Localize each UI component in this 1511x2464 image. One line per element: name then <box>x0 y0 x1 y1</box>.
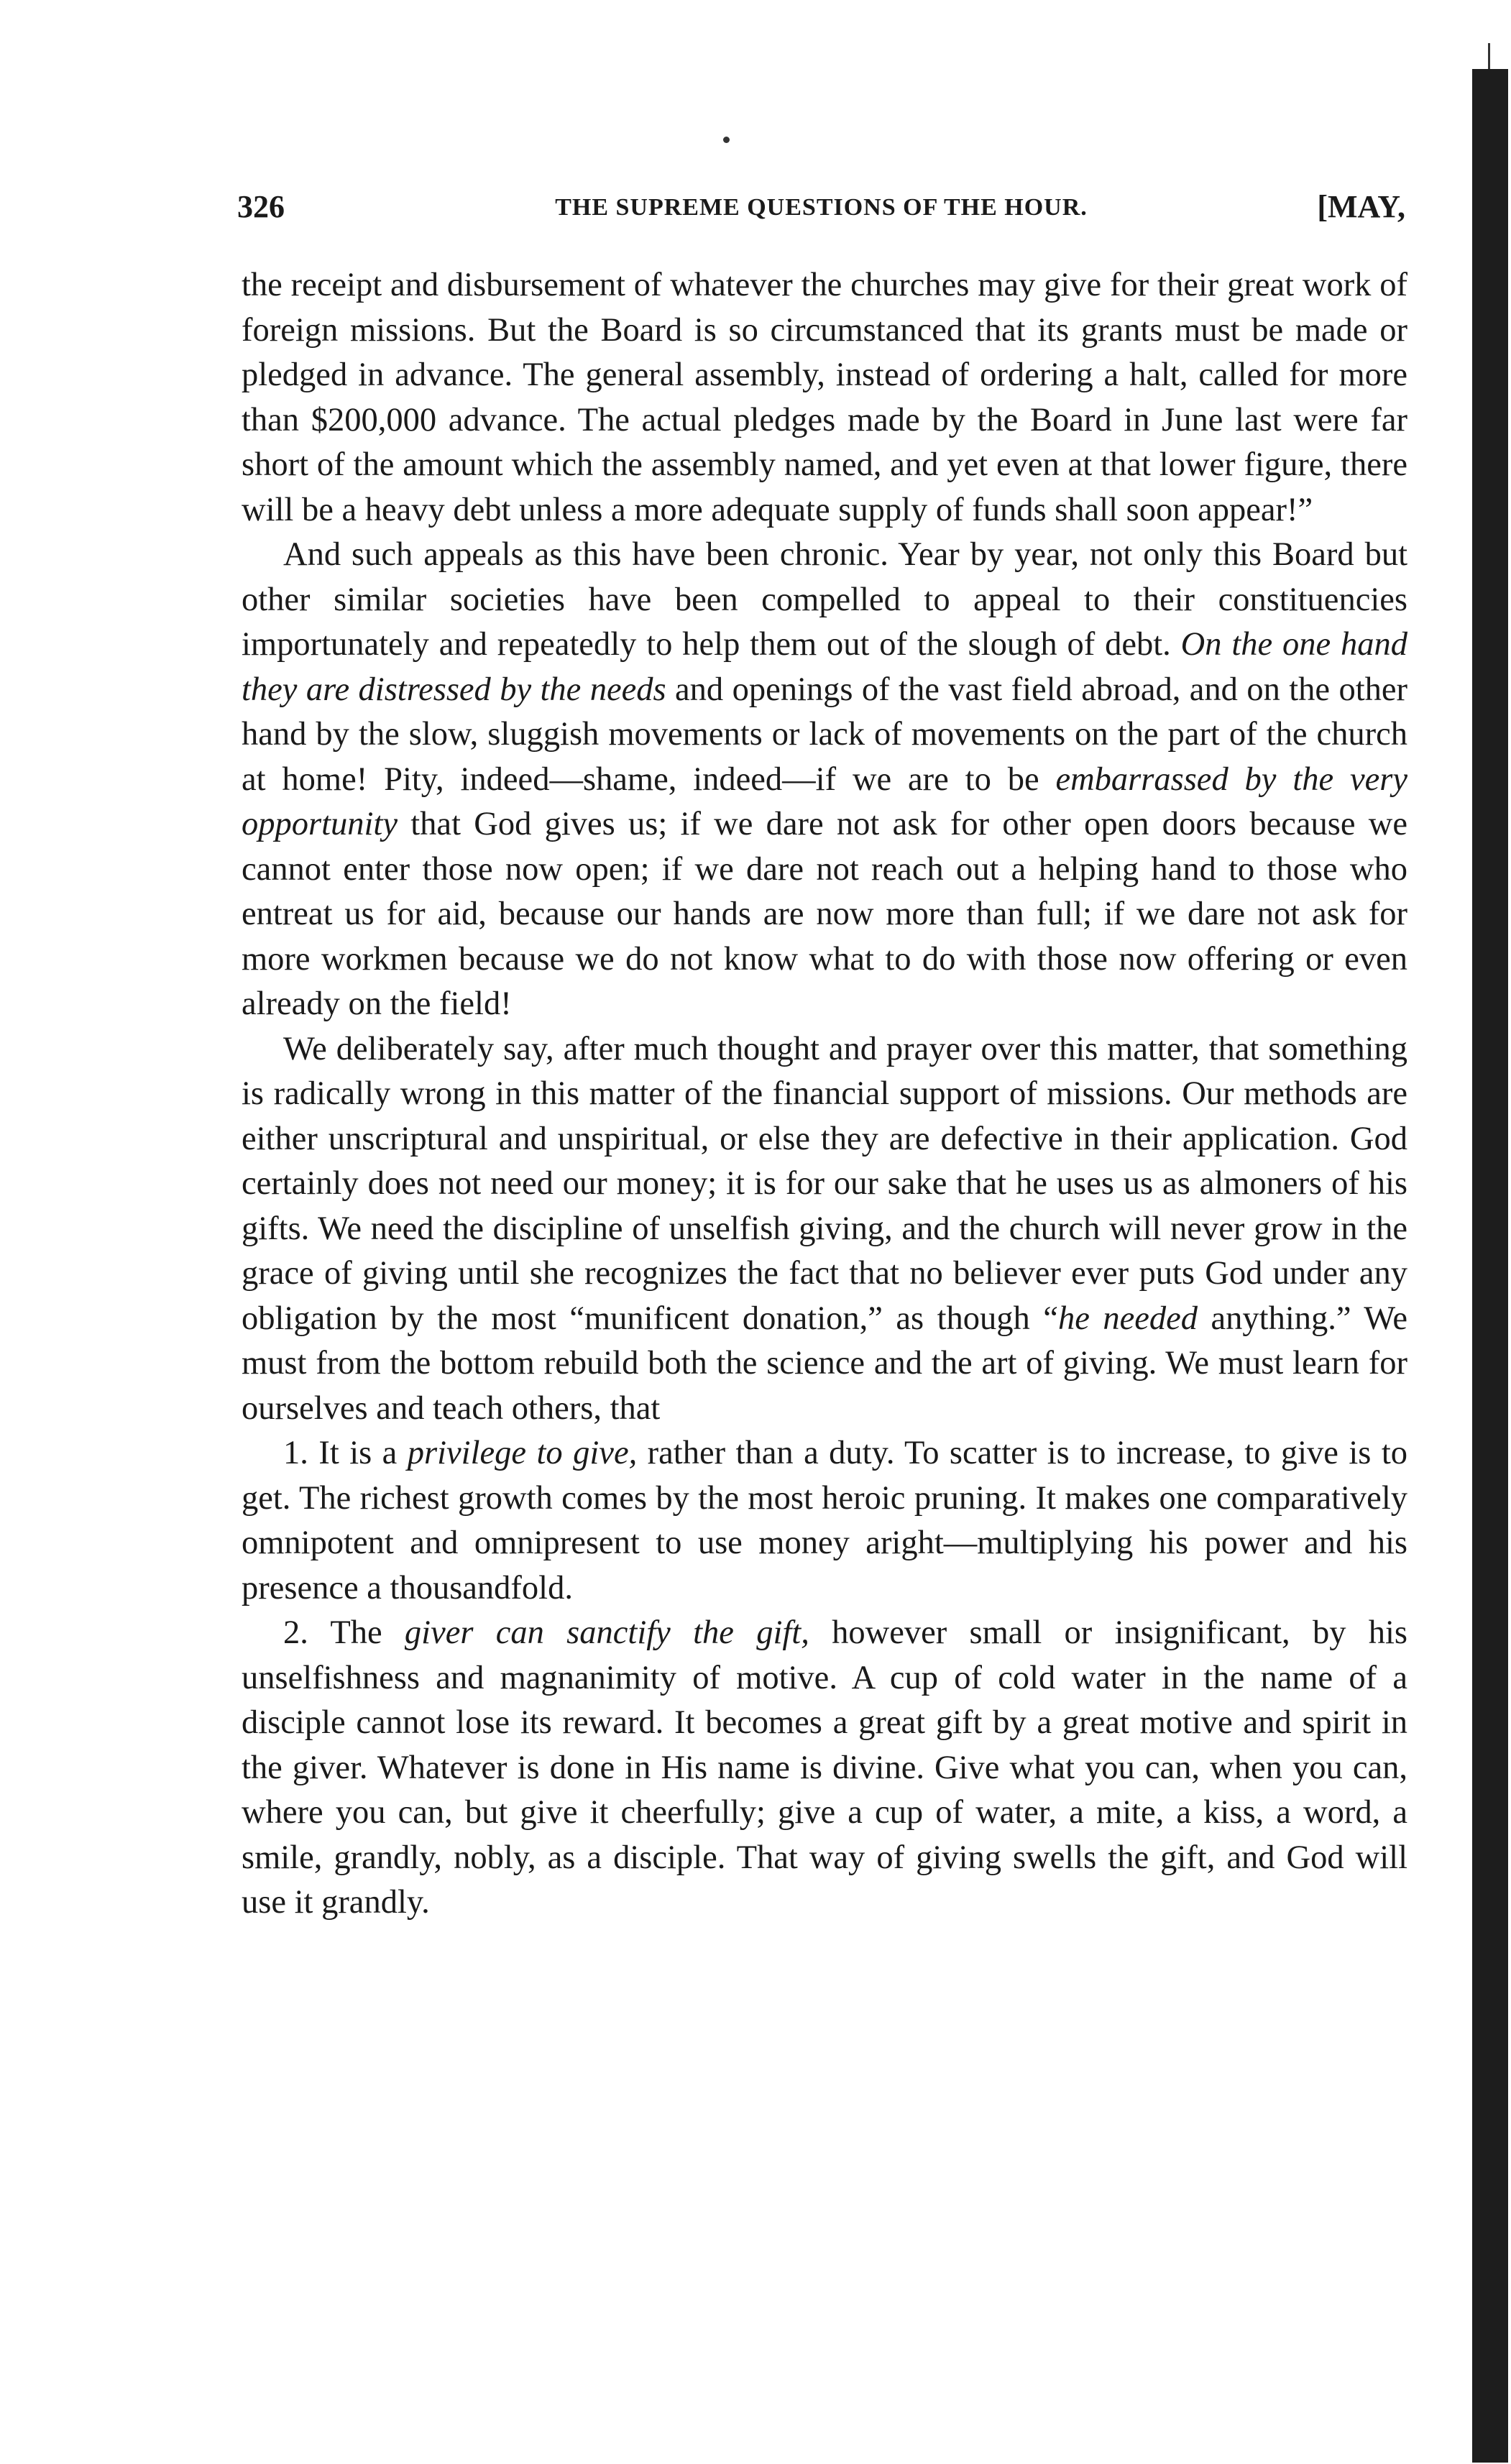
paragraph-2 <box>242 533 1407 1027</box>
paragraph-text: rather than a duty. To scatter is to increase, to give is to get. The richest growth comes by the most heroic pruning. It makes one comparatively omnipotent and omnipresent to use money aright—multiplying his power and his presence a thousandfold. <box>242 1435 1408 1606</box>
paragraph-text: And such appeals as this have been chronic. Year by year, not only this Board but other similar societies have been compelled to appeal to their constituencies importunately and repeatedly to help them out of the slough of debt. <box>242 536 1407 663</box>
paragraph-text: that God gives us; if we dare not ask for other open doors because we cannot enter those now open; if we dare not reach out a helping hand to those who entreat us for aid, because our hands are now more than full; if we dare not ask for more workmen because we do not know what to do with those now offering or even already on the field! <box>242 806 1407 1022</box>
paragraph-5 <box>242 1611 1407 1926</box>
paragraph-4 <box>242 1431 1407 1611</box>
page-number: 326 <box>237 189 285 224</box>
paragraph-text: We deliberately say, after much thought and prayer over this matter, that something is radically wrong in this matter of the financial support of missions. Our methods are either unscriptural and unspiritual, or else they are defective in their application. God certainly does not need our money; it is for our sake that he uses us as almoners of his gifts. We need the discipline of unselfish giving, and the church will never grow in the grace of giving until she recognizes the fact that no believer ever puts God under any obligation by the most “munificent donation,” as though “ <box>242 1030 1407 1337</box>
running-month: [MAY, <box>1317 189 1405 224</box>
italic-phrase: embarrassed by the very opportunity <box>242 760 1407 842</box>
paragraph-text: however small or insignificant, by his unselfishness and magnanimity of motive. A cup of cold water in the name of a disciple cannot lose its reward. It becomes a great gift by a great motive and spirit in the giver. Whatever is done in His name is divine. Give what you can, when you can, where you can, but give it cheerfully; give a cup of water, a mite, a kiss, a word, a smile, grandly, nobly, as a disciple. That way of giving swells the gift, and God will use it grandly. <box>242 1614 1408 1921</box>
italic-phrase: he needed <box>1057 1300 1198 1337</box>
paragraph-text: anything.” We must from the bottom rebuild both the science and the art of giving. We must learn for ourselves and teach others, that <box>242 1300 1407 1427</box>
italic-phrase: privilege to give, <box>407 1435 638 1471</box>
paragraph-text: and openings of the vast field abroad, and on the other hand by the slow, sluggish movements or lack of movements on the part of the church at home! Pity, indeed—shame, indeed—if we are to be <box>242 671 1407 798</box>
paragraph-text: 1. It is a <box>283 1435 408 1471</box>
paragraph-1 <box>242 263 1407 533</box>
ink-dot <box>723 137 730 143</box>
running-header <box>237 188 1405 231</box>
scan-mark <box>1488 43 1490 72</box>
italic-phrase: giver can sanctify the gift, <box>404 1614 809 1651</box>
page-body <box>242 263 1407 1926</box>
running-title: THE SUPREME QUESTIONS OF THE HOUR. <box>555 194 1088 221</box>
page-edge-shadow <box>1472 69 1508 2463</box>
paragraph-3 <box>242 1027 1407 1432</box>
paragraph-text: the receipt and disbursement of whatever the churches may give for their great work of foreign missions. But the Board is so circumstanced that its grants must be made or pledged in advance. The general assembly, instead of ordering a halt, called for more than $200,000 advance. The actual pledges made by the Board in June last were far short of the amount which the assembly named, and yet even at that lower figure, there will be a heavy debt unless a more adequate supply of funds shall soon appear!” <box>242 267 1407 528</box>
paragraph-text: 2. The <box>283 1614 405 1651</box>
italic-phrase: On the one hand they are distressed by the needs <box>242 626 1407 708</box>
